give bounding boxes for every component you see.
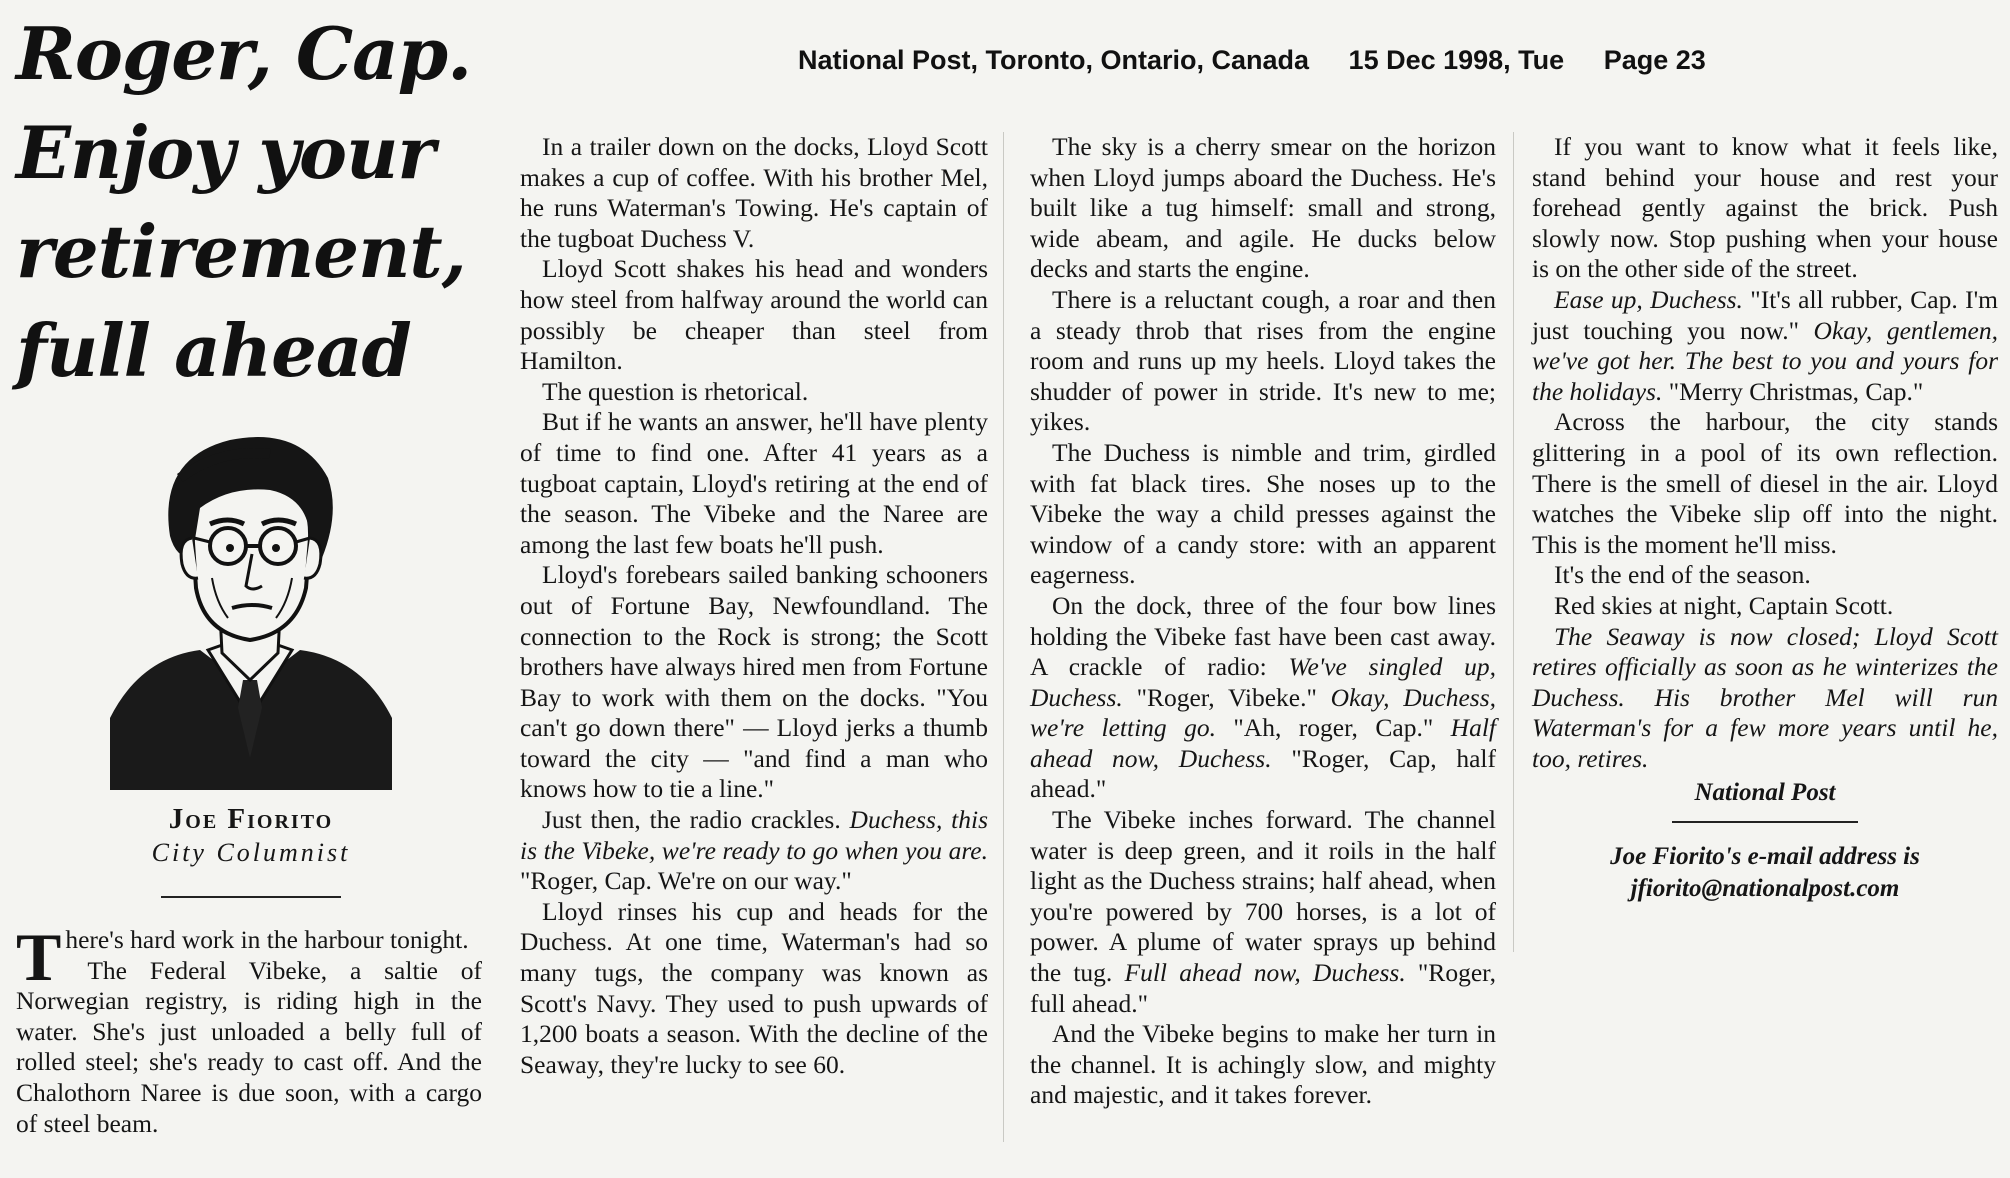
article-paragraph: If you want to know what it feels like, stand behind your house and rest your forehead gently against the brick. Push slowly now. Stop pushing when your house is on the other side of the street. <box>1532 132 1998 284</box>
drop-cap: T <box>16 919 62 995</box>
author-role: City Columnist <box>151 838 351 867</box>
signature-divider <box>1672 821 1858 823</box>
publication-date: 15 Dec 1998, Tue <box>1348 45 1565 75</box>
article-paragraph: The Seaway is now closed; Lloyd Scott retires officially as soon as he winterizes the Duchess. His brother Mel will run Waterman's for a few more years until he, too, retires. <box>1532 621 1998 773</box>
headline <box>16 4 486 400</box>
byline <box>16 803 486 898</box>
author-contact <box>1532 841 1998 905</box>
column-divider <box>1513 132 1514 952</box>
publication-signature: National Post <box>1694 779 1836 807</box>
headline-line: Enjoy your <box>16 110 435 195</box>
article-paragraph: Ease up, Duchess. "It's all rubber, Cap. I'm just touching you now." Okay, gentlemen, we've got her. The best to you and yours for the holidays. "Merry Christmas, Cap." <box>1532 284 1999 406</box>
contact-label: Joe Fiorito's e-mail address is <box>1610 843 1920 871</box>
article-paragraph: The question is rhetorical. <box>542 376 809 406</box>
headline-line: Roger, Cap. <box>16 11 472 96</box>
article-paragraph: The sky is a cherry smear on the horizon when Lloyd jumps aboard the Duchess. He's built like a tug himself: small and strong, wide abeam, and agile. He ducks below decks and starts the engine. <box>1030 132 1496 284</box>
article-paragraph: Across the harbour, the city stands glittering in a pool of its own reflection. There is the smell of diesel in the air. Lloyd watches the Vibeke slip off into the night. This is the moment he'll miss. <box>1532 407 1998 559</box>
article-paragraph: In a trailer down on the docks, Lloyd Scott makes a cup of coffee. With his brother Mel, he runs Waterman's Towing. He's captain of the tugboat Duchess V. <box>520 132 988 253</box>
masthead <box>798 45 1738 76</box>
columnist-portrait-icon <box>100 418 400 790</box>
headline-line: retirement, <box>16 209 466 294</box>
article-paragraph: On the dock, three of the four bow lines holding the Vibeke fast have been cast away. A crackle of radio: We've singled up, Duchess. "Roger, Vibeke." Okay, Duchess, we're letting go. "Ah, roger, Cap." Half ahead now, Duchess. "Roger, Cap, half ahead." <box>1030 590 1497 804</box>
article-paragraph: The Federal Vibeke, a saltie of Norwegian registry, is riding high in the water. She's just unloaded a belly full of rolled steel; she's ready to cast off. And the Chalothorn Naree is due soon, with a cargo of steel beam. <box>16 955 482 1138</box>
article-paragraph: But if he wants an answer, he'll have plenty of time to find one. After 41 years as a tugboat captain, Lloyd's retiring at the end of the season. The Vibeke and the Naree are among the last few boats he'll push. <box>520 407 988 559</box>
page-number: Page 23 <box>1603 45 1706 75</box>
article-paragraph: The Vibeke inches forward. The channel water is deep green, and it roils in the half light as the Duchess strains; half ahead, when you're powered by 700 horses, is a lot of power. A plume of water sprays up behind the tug. Full ahead now, Duchess. "Roger, full ahead." <box>1030 805 1496 1018</box>
article-paragraph: Lloyd rinses his cup and heads for the Duchess. At one time, Waterman's had so many tugs, the company was known as Scott's Navy. They used to push upwards of 1,200 boats a season. With the decline of the Seaway, they're lucky to see 60. <box>520 896 988 1079</box>
article-paragraph: Lloyd's forebears sailed banking schooners out of Fortune Bay, Newfoundland. The connection to the Rock is strong; the Scott brothers have always hired men from Fortune Bay to work with them on the docks. "You can't go down there" — Lloyd jerks a thumb toward the city — "and find a man who knows how to tie a line." <box>520 560 988 804</box>
article-column-2 <box>520 132 988 1080</box>
article-column-1 <box>16 919 482 1139</box>
article-column-3 <box>1030 132 1496 1111</box>
author-name: Joe Fiorito <box>168 803 334 835</box>
article-paragraph: And the Vibeke begins to make her turn in the channel. It is achingly slow, and mighty and majestic, and it takes forever. <box>1030 1019 1496 1110</box>
article-paragraph: There's hard work in the harbour tonight. <box>16 919 469 995</box>
column-divider <box>1003 132 1004 1142</box>
article-column-4 <box>1532 132 1998 905</box>
article-paragraph: Red skies at night, Captain Scott. <box>1554 590 1894 620</box>
article-paragraph: Lloyd Scott shakes his head and wonders how steel from halfway around the world can possibly be cheaper than steel from Hamilton. <box>520 254 988 376</box>
publication-name: National Post, Toronto, Ontario, Canada <box>798 45 1310 75</box>
article-paragraph: Just then, the radio crackles. Duchess, this is the Vibeke, we're ready to go when you are. "Roger, Cap. We're on our way." <box>520 805 988 896</box>
article-paragraph: It's the end of the season. <box>1554 560 1811 590</box>
byline-divider <box>161 896 341 898</box>
headline-line: full ahead <box>16 308 411 393</box>
article-paragraph: There is a reluctant cough, a roar and then a steady throb that rises from the engine room and runs up my heels. Lloyd takes the shudder of power in stride. It's new to me; yikes. <box>1030 284 1496 437</box>
author-email: jfiorito@nationalpost.com <box>1630 875 1900 903</box>
article-paragraph: The Duchess is nimble and trim, girdled with fat black tires. She noses up to the Vibeke the way a child presses against the window of a candy store: with an apparent eagerness. <box>1030 437 1496 590</box>
